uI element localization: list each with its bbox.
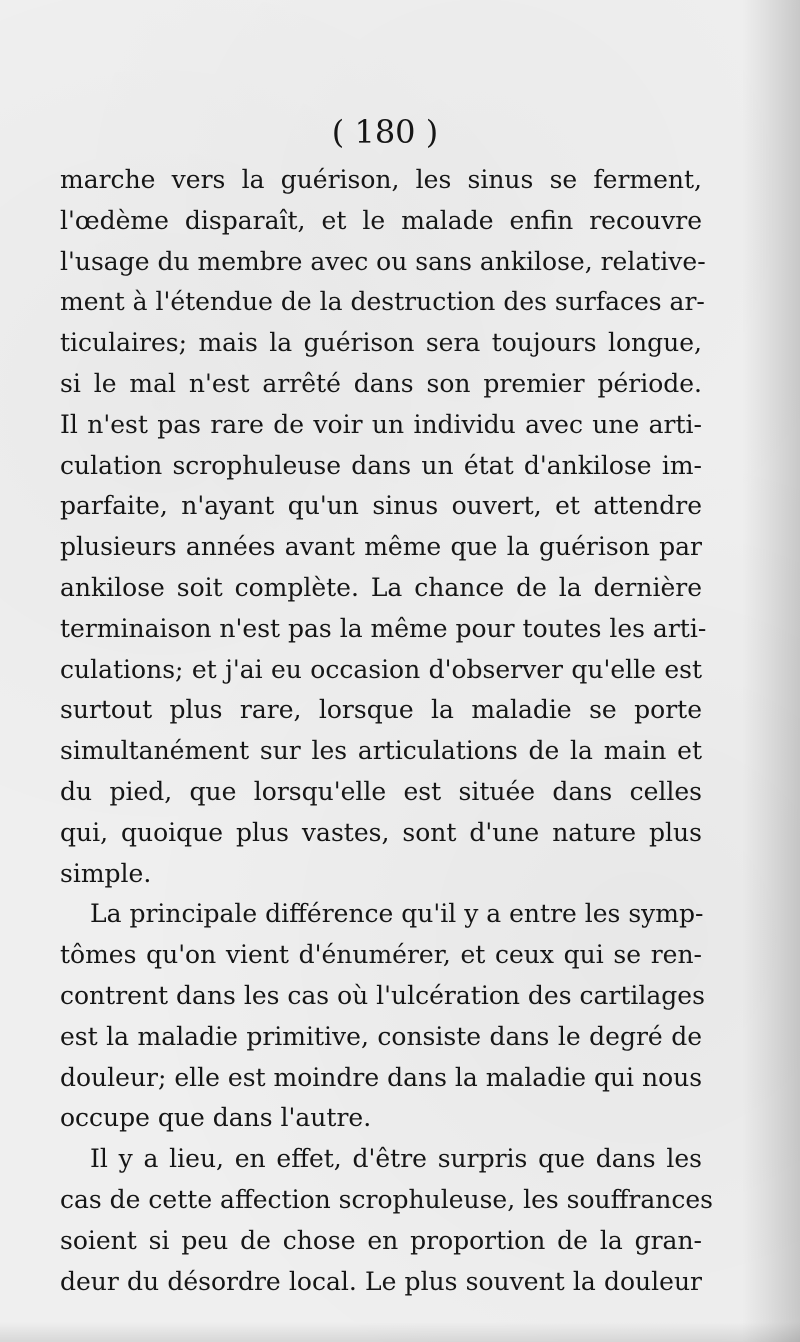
page-body-text	[60, 160, 714, 1302]
text-line: l'œdème disparaît, et le malade enfin recouvre	[60, 205, 702, 235]
text-line: Il n'est pas rare de voir un individu avec une arti-	[60, 409, 702, 439]
text-line: cas de cette affection scrophuleuse, les souffrances	[60, 1184, 714, 1214]
text-line: deur du désordre local. Le plus souvent la douleur	[60, 1266, 702, 1296]
text-line: qui, quoique plus vastes, sont d'une nature plus	[60, 817, 702, 847]
text-line: terminaison n'est pas la même pour toutes les arti-	[60, 613, 707, 643]
text-line: si le mal n'est arrêté dans son premier période.	[60, 368, 702, 398]
text-line: douleur; elle est moindre dans la maladie qui nous	[60, 1062, 703, 1092]
page-number: ( 180 )	[331, 113, 439, 151]
page-bottom-shadow	[0, 1322, 800, 1342]
page-gutter-shadow	[742, 0, 800, 1342]
text-line: contrent dans les cas où l'ulcération des cartilages	[60, 980, 705, 1010]
text-line: plusieurs années avant même que la guérison par	[60, 532, 702, 562]
text-line: du pied, que lorsqu'elle est située dans celles	[60, 776, 702, 806]
text-line: simultanément sur les articulations de la main et	[60, 736, 702, 766]
text-line: ankilose soit complète. La chance de la dernière	[60, 572, 702, 602]
text-line: Il y a lieu, en effet, d'être surpris que dans les	[90, 1144, 702, 1174]
text-line: est la maladie primitive, consiste dans le degré de	[60, 1021, 702, 1051]
text-line: occupe que dans l'autre.	[60, 1103, 372, 1133]
text-line: parfaite, n'ayant qu'un sinus ouvert, et attendre	[60, 491, 702, 521]
text-line: surtout plus rare, lorsque la maladie se porte	[60, 695, 702, 725]
text-line: La principale différence qu'il y a entre les symp-	[90, 899, 704, 929]
text-line: culations; et j'ai eu occasion d'observer qu'elle est	[60, 654, 702, 684]
text-line: ment à l'étendue de la destruction des surfaces ar-	[60, 287, 705, 317]
text-line: simple.	[60, 858, 152, 888]
text-line: ticulaires; mais la guérison sera toujours longue,	[60, 328, 702, 358]
text-line: l'usage du membre avec ou sans ankilose, relative-	[60, 246, 706, 276]
text-line: tômes qu'on vient d'énumérer, et ceux qui se ren-	[60, 940, 702, 970]
text-line: culation scrophuleuse dans un état d'ankilose im-	[60, 450, 702, 480]
text-line: soient si peu de chose en proportion de la gran-	[60, 1225, 702, 1255]
text-line: marche vers la guérison, les sinus se ferment,	[60, 165, 702, 194]
